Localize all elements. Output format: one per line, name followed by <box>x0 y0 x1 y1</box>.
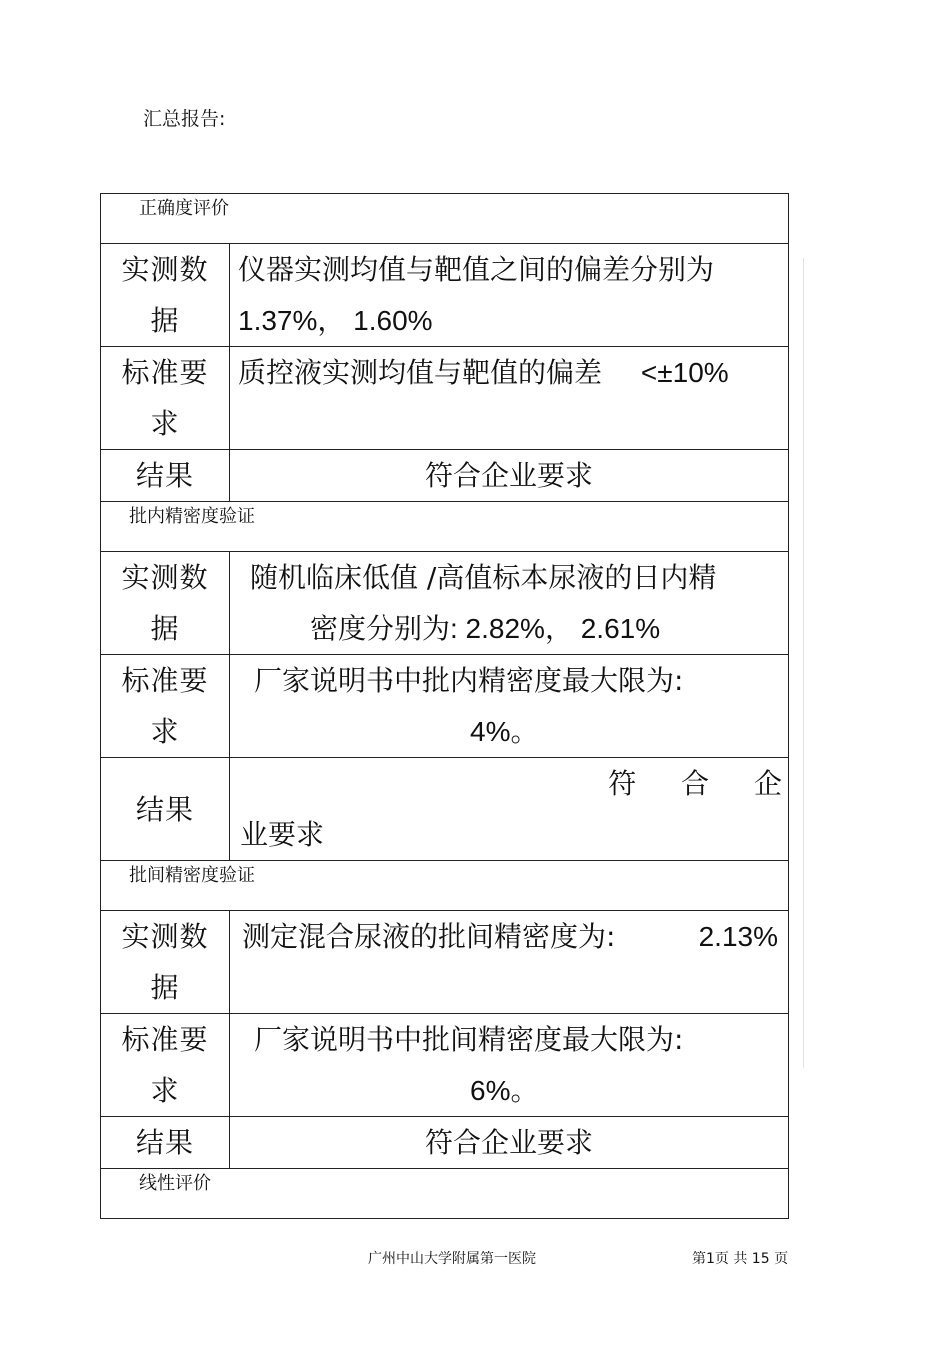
summary-table <box>100 193 800 1219</box>
table-row <box>101 1014 789 1117</box>
table-row <box>101 758 789 861</box>
row-label-result: 结果 <box>101 1117 230 1169</box>
row-value-result: 符合企业要求 <box>230 450 789 502</box>
row-value-standard <box>230 1014 789 1117</box>
standard-value: 4%。 <box>470 716 539 747</box>
row-label-standard: 标准要求 <box>101 655 230 758</box>
measured-value: 2.13% <box>698 921 778 952</box>
measured-values: 1.37%， 1.60% <box>238 305 433 336</box>
section-title-accuracy: 正确度评价 <box>139 198 229 219</box>
table-row <box>101 552 789 655</box>
footer-page-info: 第1页 共 15 页 <box>692 1251 789 1267</box>
row-label-standard: 标准要求 <box>101 1014 230 1117</box>
row-label-measured: 实测数据 <box>101 552 230 655</box>
row-label-result: 结果 <box>101 450 230 502</box>
standard-text: 厂家说明书中批内精密度最大限为: <box>254 664 684 697</box>
section-row-between-run <box>101 861 789 911</box>
row-label-measured: 实测数据 <box>101 911 230 1014</box>
table-row <box>101 1117 789 1169</box>
standard-text: 厂家说明书中批间精密度最大限为: <box>254 1023 684 1056</box>
standard-value: 6%。 <box>470 1075 539 1106</box>
page-edge-line <box>803 258 804 1068</box>
section-row-linearity <box>101 1169 789 1219</box>
row-value-measured <box>230 911 789 1014</box>
measured-text: 测定混合尿液的批间精密度为: <box>242 920 616 953</box>
table-row <box>101 450 789 502</box>
result-text-line1: 符 合 企 <box>608 767 800 800</box>
row-value-result: 符合企业要求 <box>230 1117 789 1169</box>
section-row-accuracy <box>101 194 789 244</box>
measured-text: 随机临床低值 /高值标本尿液的日内精 <box>250 561 717 594</box>
report-heading: 汇总报告: <box>143 108 226 130</box>
footer-institution: 广州中山大学附属第一医院 <box>368 1251 536 1267</box>
row-value-result <box>230 758 800 861</box>
section-title-between-run: 批间精密度验证 <box>129 865 255 886</box>
section-title-within-run: 批内精密度验证 <box>129 506 255 527</box>
section-row-within-run <box>101 502 789 552</box>
standard-value: <±10% <box>640 357 729 388</box>
standard-text: 质控液实测均值与靶值的偏差 <box>238 356 603 389</box>
measured-text: 仪器实测均值与靶值之间的偏差分别为 <box>238 253 715 286</box>
row-value-standard <box>230 655 789 758</box>
table-row <box>101 347 789 450</box>
table-row <box>101 244 789 347</box>
measured-values: 密度分别为: 2.82%， 2.61% <box>310 613 661 644</box>
row-label-result: 结果 <box>101 758 230 861</box>
row-value-standard <box>230 347 789 450</box>
section-title-linearity: 线性评价 <box>139 1173 211 1194</box>
row-value-measured <box>230 552 789 655</box>
row-value-measured <box>230 244 789 347</box>
table-row <box>101 655 789 758</box>
table-row <box>101 911 789 1014</box>
result-text-line2: 业要求 <box>240 818 325 851</box>
row-label-standard: 标准要求 <box>101 347 230 450</box>
row-label-measured: 实测数据 <box>101 244 230 347</box>
